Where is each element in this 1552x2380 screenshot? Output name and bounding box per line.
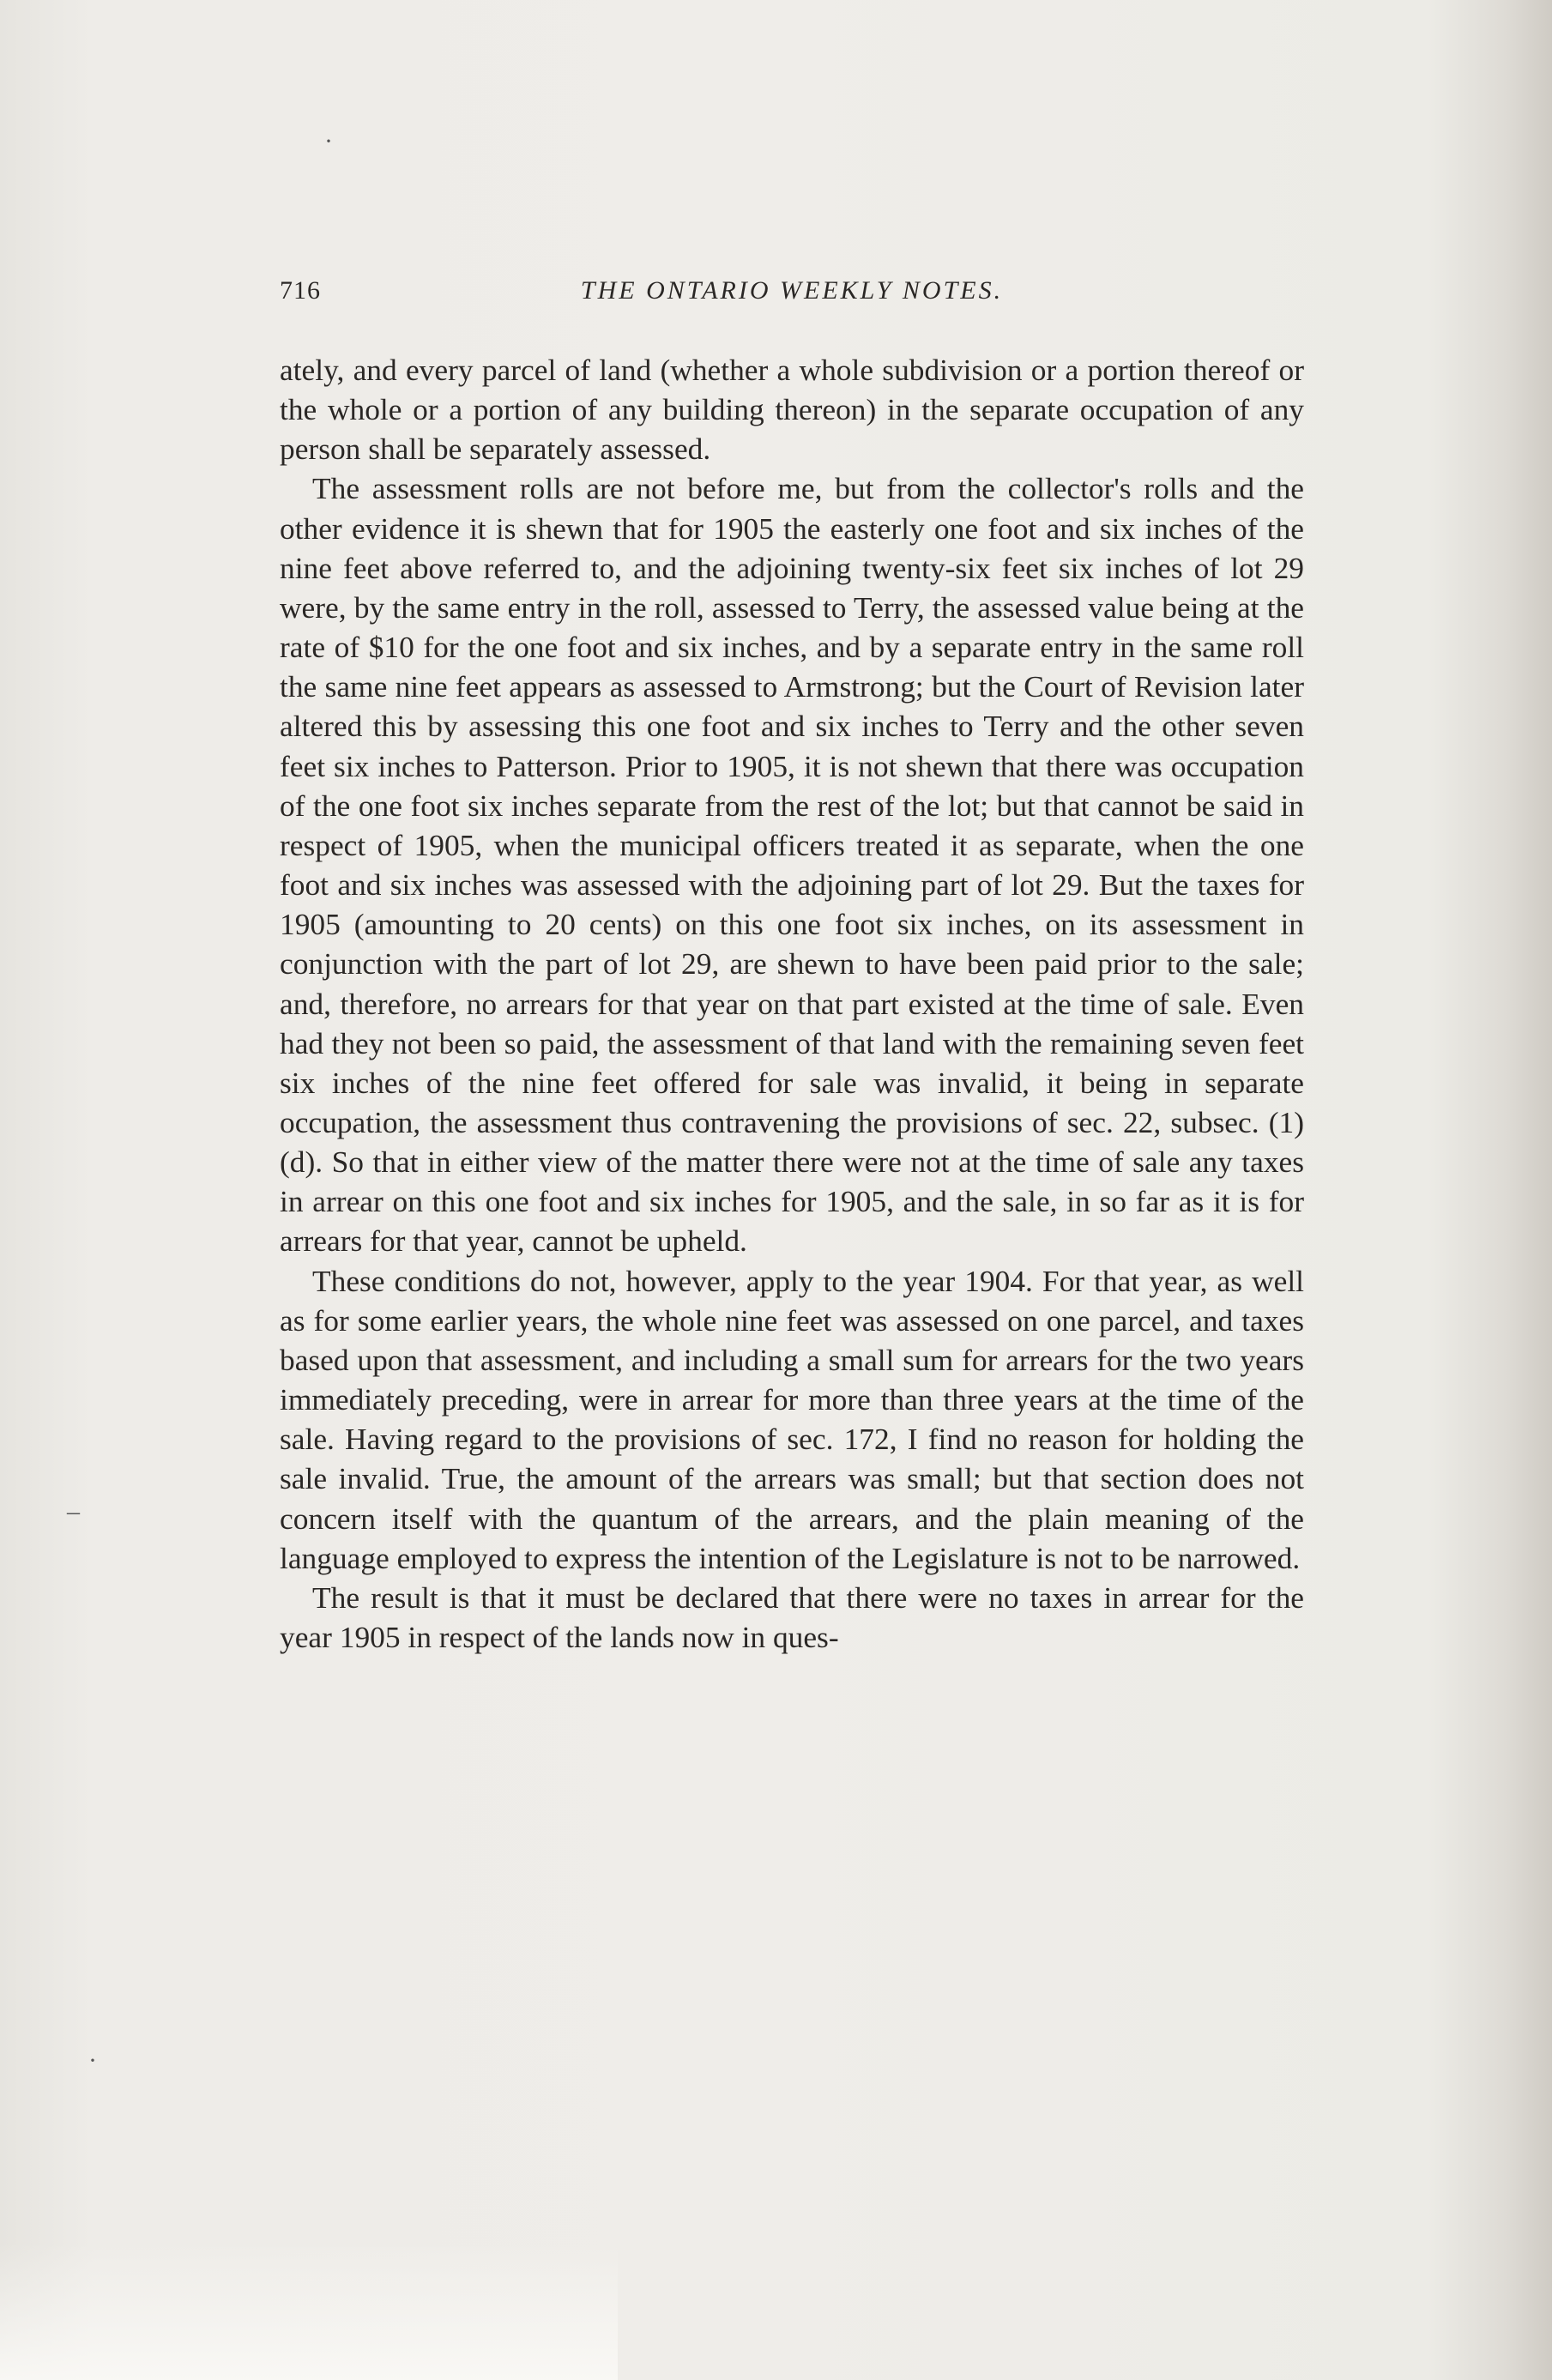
paragraph-4: The result is that it must be declared that there were no taxes in arrear for the year 1905 in respect of the lands now in ques- <box>280 1580 1304 1654</box>
body-text <box>280 350 1304 1657</box>
margin-speck: · <box>88 2046 97 2075</box>
running-head: THE ONTARIO WEEKLY NOTES. <box>580 276 1004 305</box>
margin-speck: · <box>324 127 333 155</box>
page-header <box>280 276 1304 319</box>
paragraph-1: ately, and every parcel of land (whether a whole subdivision or a portion thereof or the whole or a portion of any building thereon) in the separate occupation of any person shall be separately assessed. <box>280 353 1304 467</box>
page-number: 716 <box>280 276 321 305</box>
margin-dash: – <box>67 1497 80 1525</box>
paragraph-3: These conditions do not, however, apply to the year 1904. For that year, as well as for some earlier years, the whole nine feet was assessed on one parcel, and taxes based upon that assessment, and including a small sum for arrears for the two years immediately preceding, were in arrear for more than three years at the time of the sale. Having regard to the provisions of sec. 172, I find no reason for holding the sale invalid. True, the amount of the arrears was small; but that section does not concern itself with the quantum of the arrears, and the plain meaning of the language employed to express the intention of the Legislature is not to be narrowed. <box>280 1263 1304 1575</box>
paragraph-2: The assessment rolls are not before me, but from the collector's rolls and the other evidence it is shewn that for 1905 the easterly one foot and six inches of the nine feet above referred to, and the adjoining twenty-six feet six inches of lot 29 were, by the same entry in the roll, assessed to Terry, the assessed value being at the rate of $10 for the one foot and six inches, and by a separate entry in the same roll the same nine feet appears as assessed to Armstrong; but the Court of Revision later altered this by assessing this one foot and six inches to Terry and the other seven feet six inches to Patterson. Prior to 1905, it is not shewn that there was occupation of the one foot six inches separate from the rest of the lot; but that cannot be said in respect of 1905, when the municipal officers treated it as separate, when the one foot and six inches was assessed with the adjoining part of lot 29. But the taxes for 1905 (amounting to 20 cents) on this one foot six inches, on its assessment in conjunction with the part of lot 29, are shewn to have been paid prior to the sale; and, therefore, no arrears for that year on that part existed at the time of sale. Even had they not been so paid, the assessment of that land with the remaining seven feet six inches of the nine feet offered for sale was invalid, it being in separate occupation, the assessment thus contravening the provisions of sec. 22, subsec. (1) (d). So that in either view of the matter there were not at the time of sale any taxes in arrear on this one foot and six inches for 1905, and the sale, in so far as it is for arrears for that year, cannot be upheld. <box>280 471 1304 1259</box>
paper-stain <box>0 2243 618 2380</box>
